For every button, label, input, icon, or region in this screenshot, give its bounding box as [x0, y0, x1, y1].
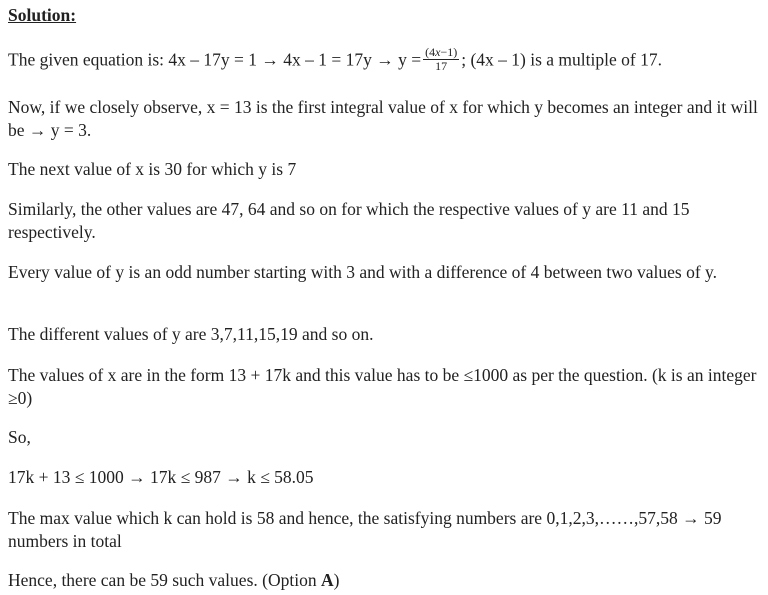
- fraction-denominator: 17: [435, 59, 448, 73]
- conclusion-close: ): [333, 570, 340, 590]
- y-values-paragraph: The different values of y are 3,7,11,15,19 and so on.: [8, 324, 374, 344]
- equation-paragraph: [8, 45, 760, 75]
- observation-paragraph: Now, if we closely observe, x = 13 is the first integral value of x for which y becomes an integer and it will be → y = 3.: [8, 97, 758, 140]
- similar-values-paragraph: Similarly, the other values are 47, 64 and so on for which the respective values of y are 11 and 15 respectively.: [8, 199, 690, 242]
- equation-text: The given equation is: 4x – 17y = 1 → 4x – 1 = 17y → y =: [8, 49, 422, 70]
- answer-option: A: [320, 570, 334, 590]
- solution-heading: Solution:: [8, 5, 77, 25]
- odd-number-paragraph: Every value of y is an odd number starting with 3 and with a difference of 4 between two values of y.: [8, 262, 718, 282]
- conclusion-text: Hence, there can be 59 such values. (Option: [8, 570, 321, 590]
- so-paragraph: So,: [8, 427, 31, 447]
- next-value-paragraph: The next value of x is 30 for which y is 7: [8, 159, 297, 179]
- fraction-numerator: (4x−1): [425, 45, 458, 59]
- conclusion-paragraph: [8, 569, 760, 592]
- equation-note: ; (4x – 1) is a multiple of 17.: [461, 49, 662, 70]
- fraction: [423, 46, 459, 73]
- inequality-paragraph: 17k + 13 ≤ 1000 → 17k ≤ 987 → k ≤ 58.05: [8, 467, 314, 487]
- max-value-paragraph: The max value which k can hold is 58 and hence, the satisfying numbers are 0,1,2,3,……,57,58 → 59 numbers in total: [8, 508, 722, 551]
- x-form-paragraph: The values of x are in the form 13 + 17k and this value has to be ≤1000 as per the question. (k is an integer ≥0): [8, 365, 757, 408]
